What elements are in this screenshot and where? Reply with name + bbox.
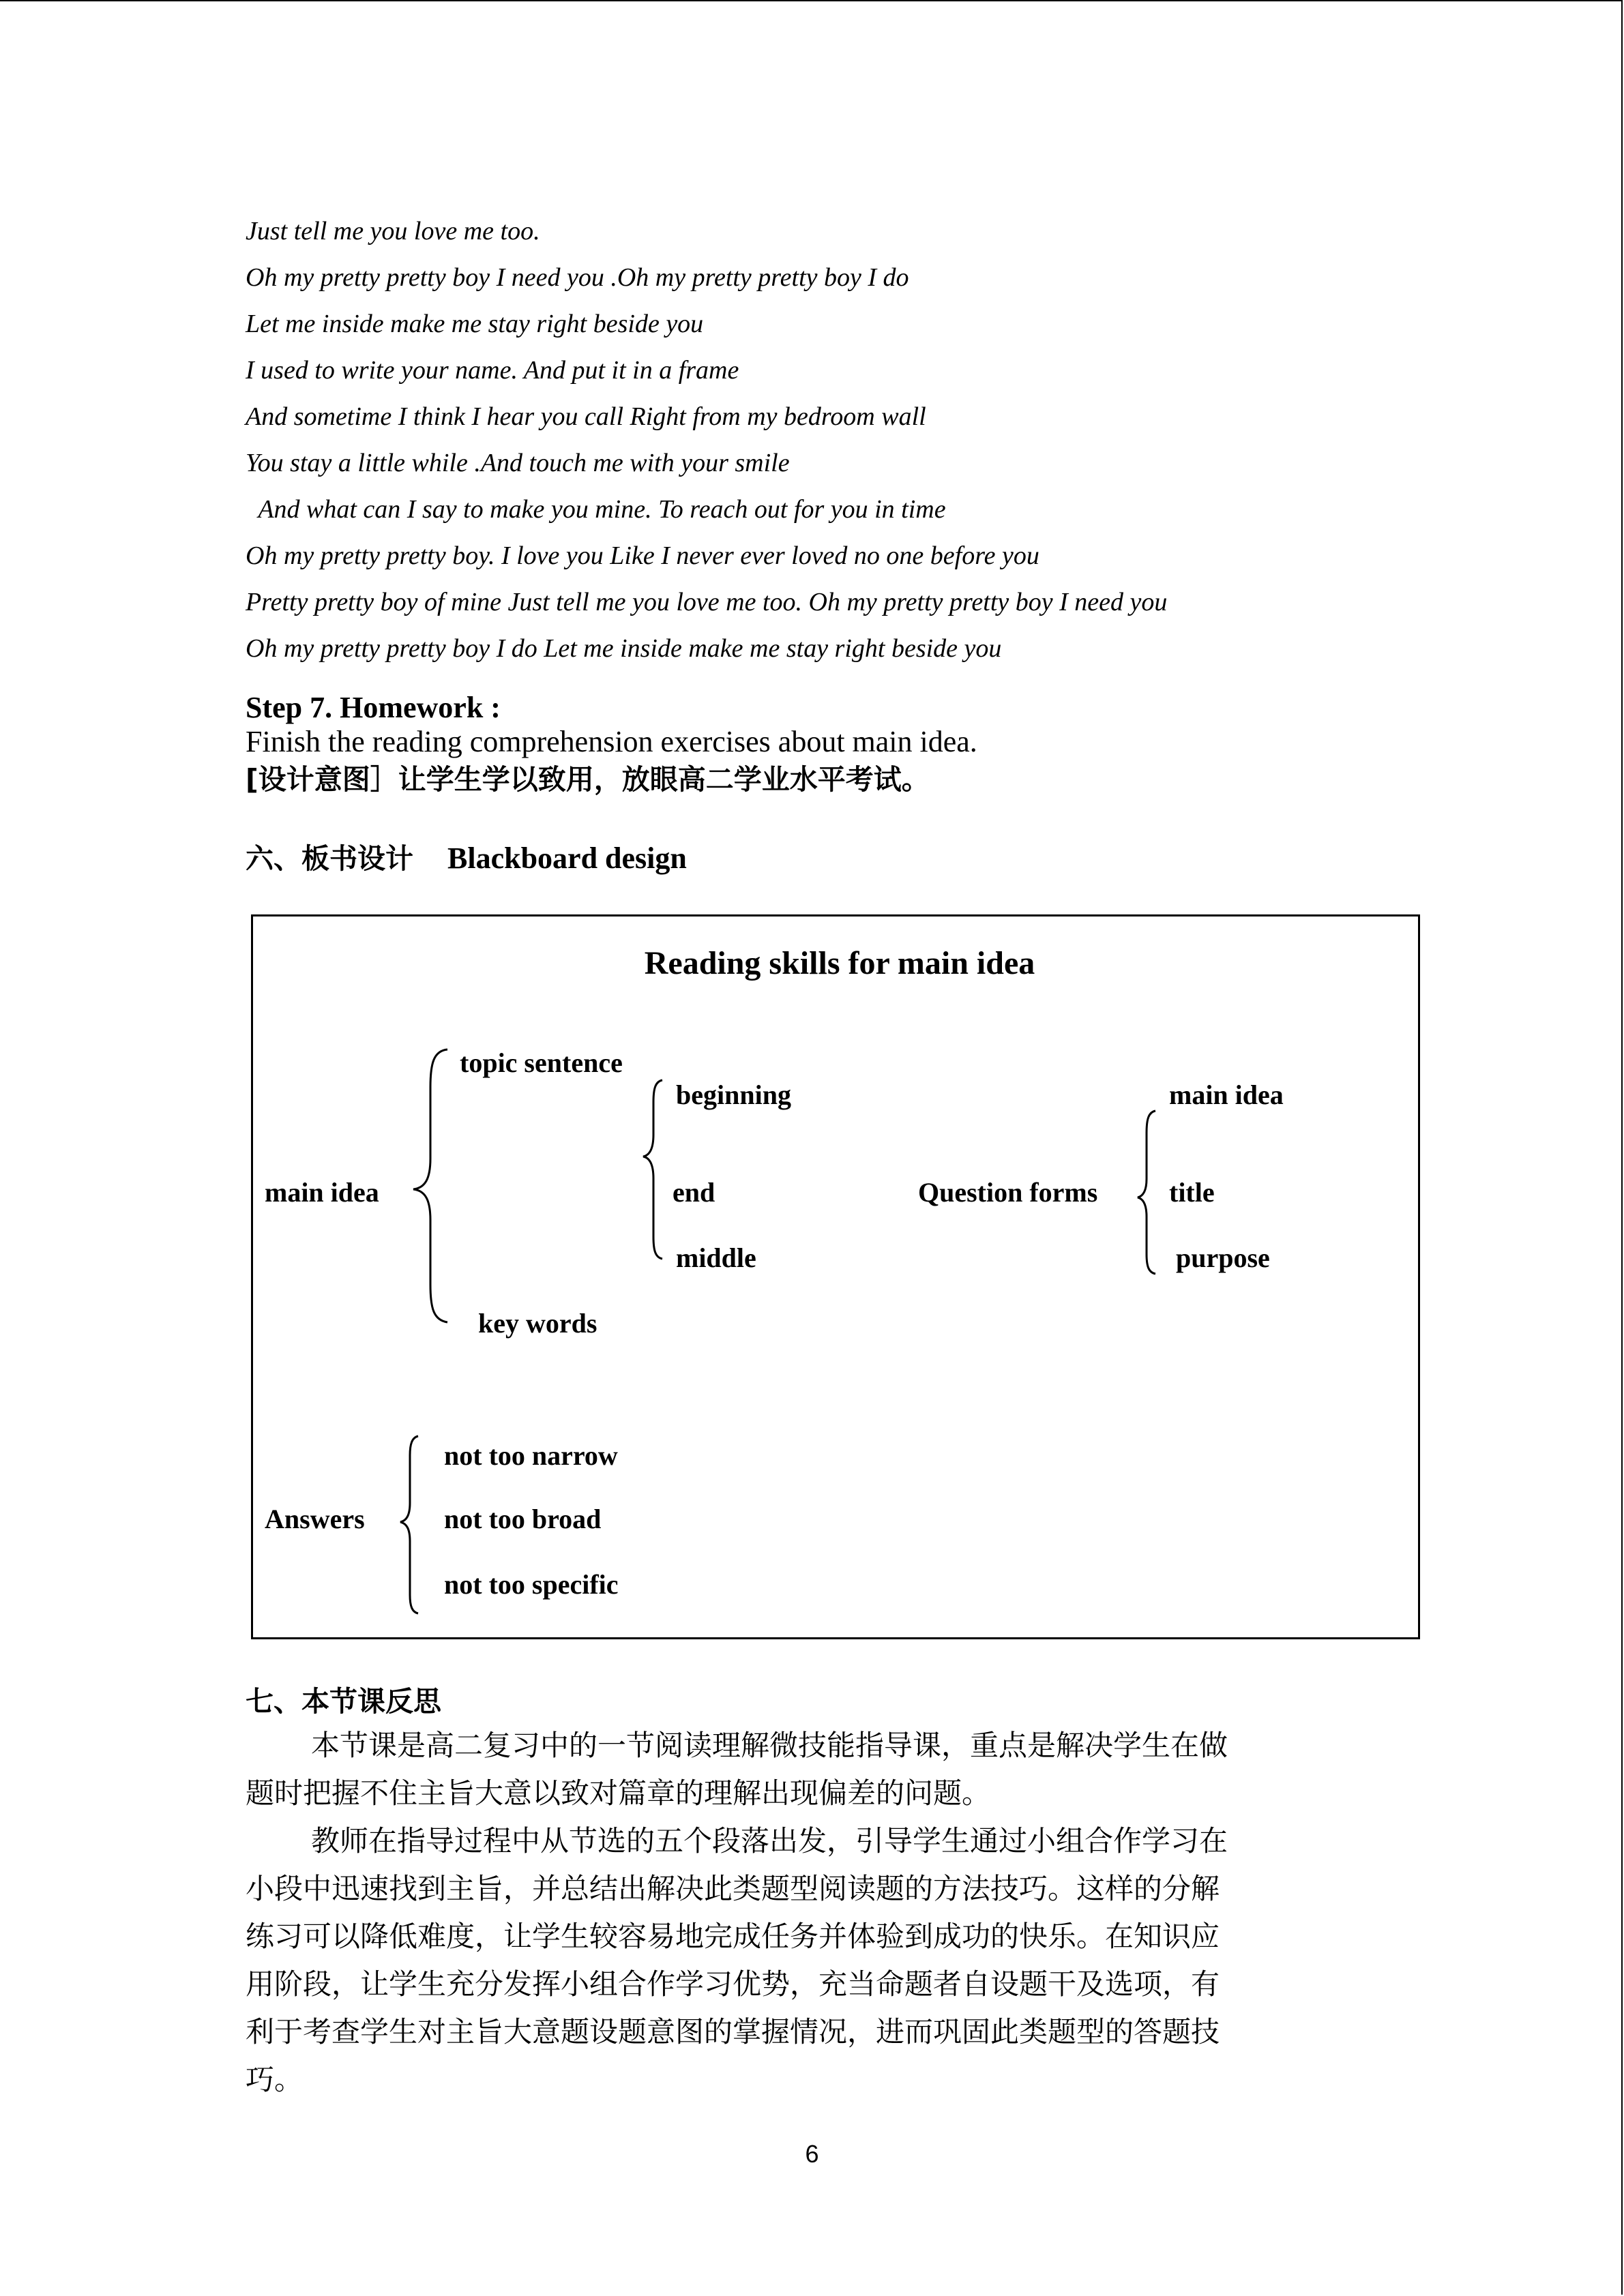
main-idea-brace: [413, 1049, 447, 1322]
lyric-line: And sometime I think I hear you call Right from my bedroom wall: [246, 402, 926, 431]
answer-not-too-narrow: not too narrow: [444, 1440, 618, 1471]
position-middle: middle: [676, 1242, 756, 1273]
blackboard-design: [251, 914, 1420, 1639]
section7: [246, 1681, 1371, 2104]
question-form-main-idea: main idea: [1169, 1079, 1284, 1110]
lyric-line: You stay a little while .And touch me with your smile: [246, 449, 790, 477]
main-idea-label: main idea: [265, 1177, 379, 1208]
position-end: end: [673, 1177, 715, 1208]
lyric-line: Oh my pretty pretty boy. I love you Like I never ever loved no one before you: [246, 541, 1039, 570]
lyric-line: Just tell me you love me too.: [246, 217, 540, 245]
step7-section: [246, 691, 1371, 800]
section6-heading: [246, 838, 1371, 879]
lyric-line: Let me inside make me stay right beside you: [246, 310, 704, 338]
section7-title: 七、本节课反思: [246, 1685, 441, 1718]
lyric-line: Oh my pretty pretty boy I need you .Oh my pretty pretty boy I do: [246, 263, 909, 292]
reflection-paragraph-line: 本节课是高二复习中的一节阅读理解微技能指导课，重点是解决学生在做: [311, 1729, 1228, 1762]
question-form-purpose: purpose: [1176, 1242, 1270, 1273]
reflection-paragraph-line: 巧。: [246, 2063, 304, 2096]
answers-label: Answers: [265, 1504, 365, 1534]
reflection-paragraph-line: 用阶段，让学生充分发挥小组合作学习优势，充当命题者自设题干及选项，有: [246, 1967, 1220, 2001]
key-words-label: key words: [478, 1308, 597, 1339]
design-intent: [设计意图］让学生学以致用，放眼高二学业水平考试。: [246, 763, 930, 796]
question-forms-label: Question forms: [918, 1177, 1098, 1208]
question-form-title: title: [1169, 1177, 1215, 1208]
song-lyrics: [246, 208, 1405, 672]
answers-brace: [400, 1436, 418, 1613]
lyric-line: I used to write your name. And put it in a frame: [246, 356, 739, 385]
section6-en-title: Blackboard design: [447, 841, 687, 875]
reflection-paragraph-line: 题时把握不住主旨大意以致对篇章的理解出现偏差的问题。: [246, 1776, 991, 1810]
page-number: 6: [805, 2140, 819, 2168]
reflection-paragraph-line: 利于考查学生对主旨大意题设题意图的掌握情况，进而巩固此类题型的答题技: [246, 2015, 1220, 2048]
position-beginning: beginning: [676, 1079, 791, 1110]
reflection-paragraph-line: 教师在指导过程中从节选的五个段落出发，引导学生通过小组合作学习在: [311, 1824, 1228, 1858]
lyric-line: Pretty pretty boy of mine Just tell me you love me too. Oh my pretty pretty boy I need you: [246, 588, 1168, 616]
lyric-line: And what can I say to make you mine. To reach out for you in time: [246, 495, 946, 524]
lyric-line: Oh my pretty pretty boy I do Let me inside make me stay right beside you: [246, 634, 1002, 663]
reflection-paragraph-line: 练习可以降低难度，让学生较容易地完成任务并体验到成功的快乐。在知识应: [246, 1920, 1220, 1953]
question-forms-brace: [1138, 1111, 1155, 1274]
answer-not-too-specific: not too specific: [444, 1569, 619, 1600]
reflection-paragraph-line: 小段中迅速找到主旨，并总结出解决此类题型阅读题的方法技巧。这样的分解: [246, 1872, 1220, 1905]
topic-sentence-label: topic sentence: [460, 1047, 623, 1078]
position-brace: [643, 1080, 662, 1259]
step7-title: Step 7. Homework :: [246, 691, 501, 724]
blackboard-diagram: [253, 916, 1418, 1637]
answer-not-too-broad: not too broad: [444, 1504, 602, 1534]
board-title: Reading skills for main idea: [644, 945, 1035, 981]
step7-text: Finish the reading comprehension exercises about main idea.: [246, 725, 977, 758]
section6-cn-title: 六、板书设计: [246, 842, 413, 875]
